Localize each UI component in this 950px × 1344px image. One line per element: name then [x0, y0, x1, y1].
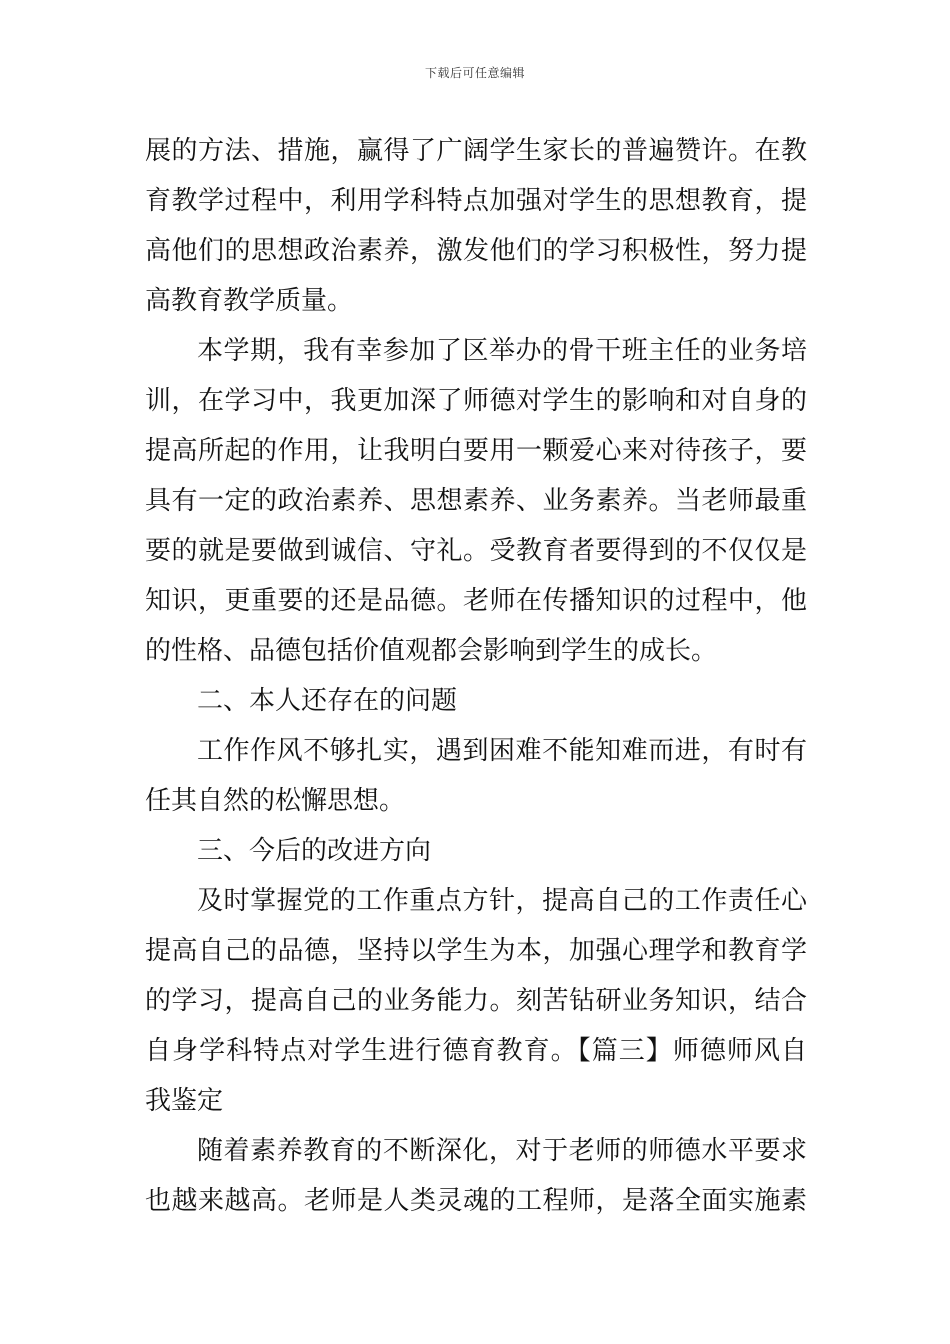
text-line: 展的方法、措施，赢得了广阔学生家长的普遍赞许。在教: [145, 136, 807, 166]
text-line: 我鉴定: [145, 1086, 224, 1116]
text-line: 育教学过程中，利用学科特点加强对学生的思想教育，提: [145, 186, 807, 216]
paragraph-start-line: 工作作风不够扎实，遇到困难不能知难而进，有时有: [197, 736, 807, 766]
text-line: 高教育教学质量。: [145, 286, 354, 316]
text-line: 训，在学习中，我更加深了师德对学生的影响和对自身的: [145, 386, 807, 416]
text-line: 的学习，提高自己的业务能力。刻苦钻研业务知识，结合: [145, 986, 807, 1016]
text-line: 的性格、品德包括价值观都会影响到学生的成长。: [145, 636, 718, 666]
text-line: 要的就是要做到诚信、守礼。受教育者要得到的不仅仅是: [145, 536, 807, 566]
paragraph-start-line: 及时掌握党的工作重点方针，提高自己的工作责任心: [197, 886, 807, 916]
text-line: 自身学科特点对学生进行德育教育。【篇三】师德师风自: [145, 1036, 807, 1066]
section-heading: 二、本人还存在的问题: [197, 686, 458, 716]
text-line: 任其自然的松懈思想。: [145, 786, 406, 816]
paragraph-start-line: 本学期，我有幸参加了区举办的骨干班主任的业务培: [197, 336, 807, 366]
text-line: 也越来越高。老师是人类灵魂的工程师，是落全面实施素: [145, 1186, 807, 1216]
paragraph-start-line: 随着素养教育的不断深化，对于老师的师德水平要求: [197, 1136, 807, 1166]
text-line: 具有一定的政治素养、思想素养、业务素养。当老师最重: [145, 486, 807, 516]
page-header: 下载后可任意编辑: [424, 66, 525, 80]
text-line: 提高自己的品德，坚持以学生为本，加强心理学和教育学: [145, 936, 807, 966]
document-body: [145, 126, 807, 1226]
section-heading: 三、今后的改进方向: [197, 836, 432, 866]
text-line: 提高所起的作用，让我明白要用一颗爱心来对待孩子，要: [145, 436, 807, 466]
text-line: 知识，更重要的还是品德。老师在传播知识的过程中，他: [145, 586, 807, 616]
text-line: 高他们的思想政治素养，激发他们的学习积极性，努力提: [145, 236, 807, 266]
